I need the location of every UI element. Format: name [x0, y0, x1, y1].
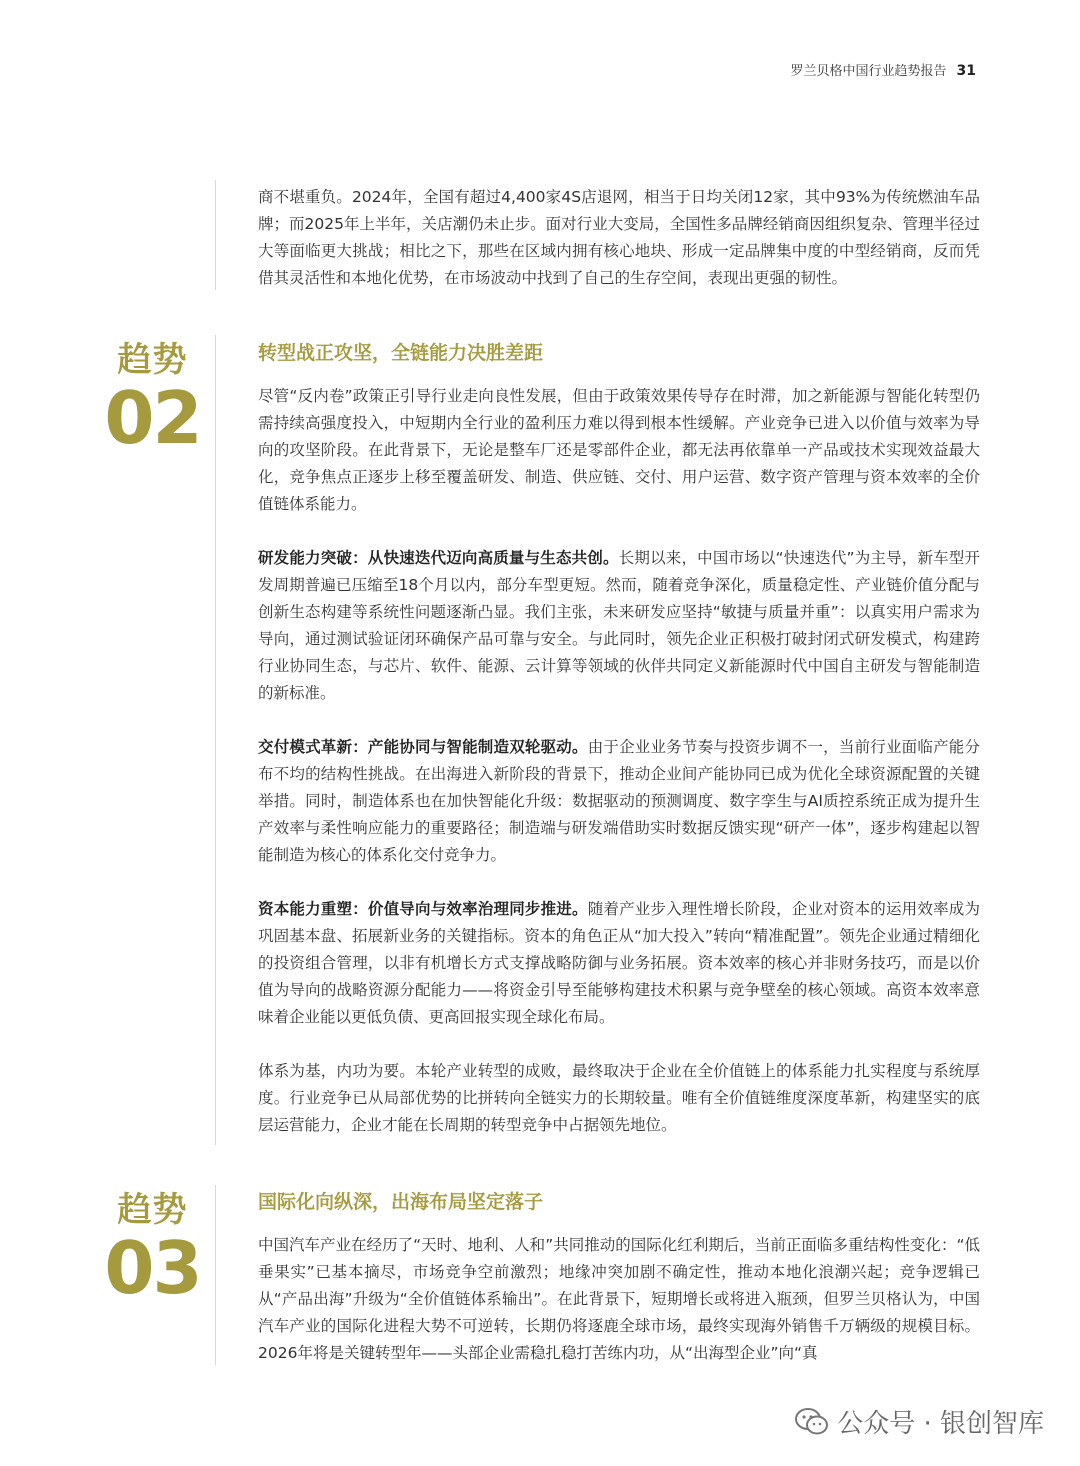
- report-title: 罗兰贝格中国行业趋势报告: [790, 64, 947, 79]
- wechat-icon: [795, 1407, 829, 1437]
- paragraph-lead: 资本能力重塑：价值导向与效率治理同步推进。: [258, 900, 588, 918]
- page-header: [791, 60, 977, 79]
- trend-02-paragraph-2: [258, 545, 980, 707]
- trend-03-section: [258, 1188, 980, 1367]
- divider-line-trend-03: [215, 1185, 216, 1365]
- divider-line-trend-02: [215, 335, 216, 1145]
- paragraph-body: 随着产业步入理性增长阶段，企业对资本的运用效率成为巩固基本盘、拓展新业务的关键指标。资本的角色正从“加大投入”转向“精准配置”。领先企业通过精细化的投资组合管理，以非有机增长方式支撑战略防御与业务拓展。资本效率的核心并非财务技巧，而是以价值为导向的战略资源分配能力——将资金引导至能够构建技术积累与竞争壁垒的核心领域。高资本效率意味着企业能以更低负债、更高回报实现全球化布局。: [258, 900, 980, 1026]
- trend-03-title: 国际化向纵深，出海布局坚定落子: [258, 1191, 544, 1213]
- trend-03-marker: [100, 1190, 205, 1310]
- trend-02-paragraph-3: [258, 734, 980, 869]
- trend-02-label: 趋势: [117, 340, 188, 380]
- page-number: 31: [956, 63, 976, 79]
- trend-02-section: [258, 339, 980, 1139]
- trend-03-paragraph-1: 中国汽车产业在经历了“天时、地利、人和”共同推动的国际化红利期后，当前正面临多重结构性变化：“低垂果实”已基本摘尽，市场竞争空前激烈；地缘冲突加剧不确定性，推动本地化浪潮兴起；竞争逻辑已从“产品出海”升级为“全价值链体系输出”。在此背景下，短期增长或将进入瓶颈，但罗兰贝格认为，中国汽车产业的国际化进程大势不可逆转，长期仍将逐鹿全球市场，最终实现海外销售千万辆级的规模目标。2026年将是关键转型年——头部企业需稳扎稳打苦练内功，从“出海型企业”向“真: [258, 1236, 980, 1362]
- trend-02-title: 转型战正攻坚，全链能力决胜差距: [258, 342, 544, 364]
- paragraph-body: 由于企业业务节奏与投资步调不一，当前行业面临产能分布不均的结构性挑战。在出海进入新阶段的背景下，推动企业间产能协同已成为优化全球资源配置的关键举措。同时，制造体系也在加快智能化升级：数据驱动的预测调度、数字孪生与AI质控系统正成为提升生产效率与柔性响应能力的重要路径；制造端与研发端借助实时数据反馈实现“研产一体”，逐步构建起以智能制造为核心的体系化交付竞争力。: [258, 738, 980, 864]
- paragraph-lead: 研发能力突破：从快速迭代迈向高质量与生态共创。: [258, 549, 619, 567]
- watermark-text: 公众号 · 银创智库: [837, 1409, 1044, 1439]
- intro-paragraph: 商不堪重负。2024年，全国有超过4,400家4S店退网，相当于日均关闭12家，其中93%为传统燃油车品牌；而2025年上半年，关店潮仍未止步。面对行业大变局，全国性多品牌经销商因组织复杂、管理半径过大等面临更大挑战；相比之下，那些在区域内拥有核心地块、形成一定品牌集中度的中型经销商，反而凭借其灵活性和本地化优势，在市场波动中找到了自己的生存空间，表现出更强的韧性。: [258, 188, 980, 287]
- watermark: [795, 1403, 1044, 1440]
- paragraph-lead: 交付模式革新：产能协同与智能制造双轮驱动。: [258, 738, 588, 756]
- trend-02-paragraph-5: 体系为基，内功为要。本轮产业转型的成败，最终取决于企业在全价值链上的体系能力扎实程度与系统厚度。行业竞争已从局部优势的比拼转向全链实力的长期较量。唯有全价值链维度深度革新，构建坚实的底层运营能力，企业才能在长周期的转型竞争中占据领先地位。: [258, 1062, 980, 1134]
- trend-03-number: 03: [104, 1226, 201, 1310]
- trend-02-paragraph-4: [258, 896, 980, 1031]
- trend-02-paragraph-1: 尽管“反内卷”政策正引导行业走向良性发展，但由于政策效果传导存在时滞，加之新能源与智能化转型仍需持续高强度投入，中短期内全行业的盈利压力难以得到根本性缓解。产业竞争已进入以价值与效率为导向的攻坚阶段。在此背景下，无论是整车厂还是零部件企业，都无法再依靠单一产品或技术实现效益最大化，竞争焦点正逐步上移至覆盖研发、制造、供应链、交付、用户运营、数字资产管理与资本效率的全价值链体系能力。: [258, 387, 980, 513]
- trend-03-label: 趋势: [117, 1190, 188, 1230]
- intro-section: [258, 184, 980, 292]
- trend-02-number: 02: [104, 376, 201, 460]
- trend-02-marker: [100, 340, 205, 460]
- paragraph-body: 长期以来，中国市场以“快速迭代”为主导，新车型开发周期普遍已压缩至18个月以内，部分车型更短。然而，随着竞争深化，质量稳定性、产业链价值分配与创新生态构建等系统性问题逐渐凸显。我们主张，未来研发应坚持“敏捷与质量并重”：以真实用户需求为导向，通过测试验证闭环确保产品可靠与安全。与此同时，领先企业正积极打破封闭式研发模式，构建跨行业协同生态，与芯片、软件、能源、云计算等领域的伙伴共同定义新能源时代中国自主研发与智能制造的新标准。: [258, 549, 980, 702]
- divider-line-intro: [215, 180, 216, 290]
